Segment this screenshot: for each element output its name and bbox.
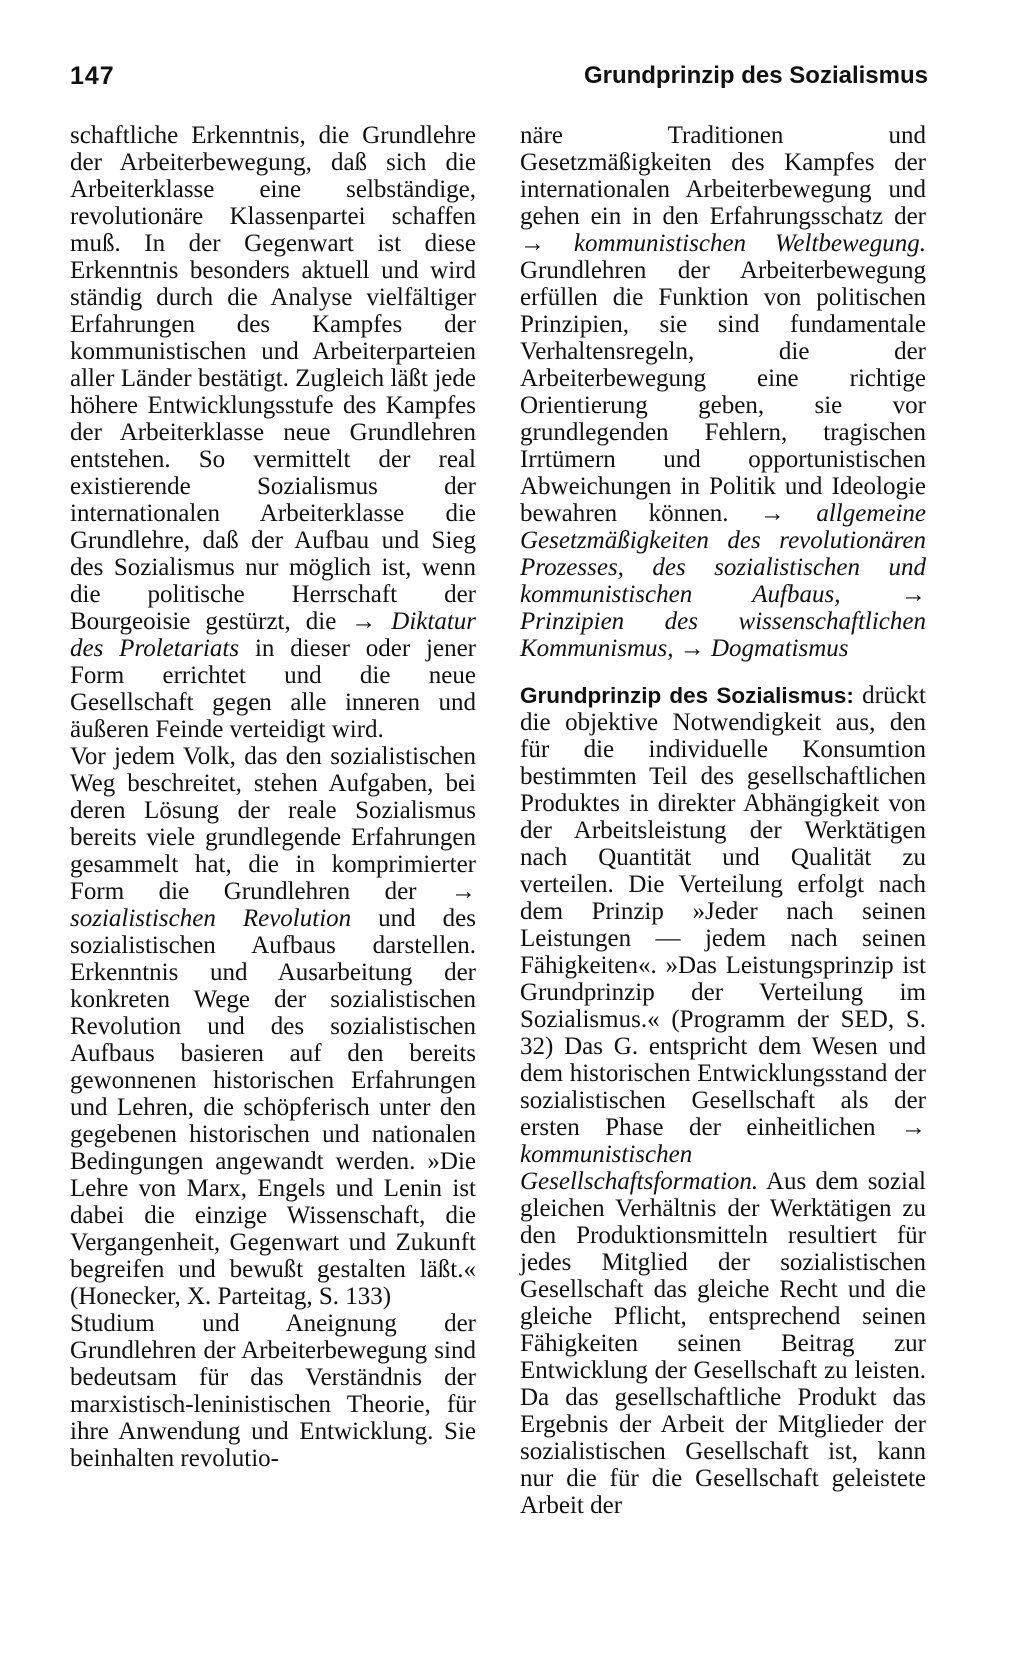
paragraph (70, 122, 476, 743)
cross-reference-arrow-icon: → (901, 581, 926, 608)
cross-reference: Prinzipien des wissenschaftlichen Kommunismus, (520, 608, 926, 662)
body-text: Studium und Aneignung der Grundlehren der Arbeiterbewegung sind bedeutsam für das Verständnis der marxistisch-leninistischen Theorie, für ihre Anwendung und Entwicklung. Sie beinhalten revolutio- (70, 1310, 476, 1472)
dictionary-entry (520, 682, 926, 1519)
entry-headword: Grundprinzip des Sozialismus: (520, 683, 854, 708)
body-text: Vor jedem Volk, das den sozialistischen Weg beschreitet, stehen Aufgaben, bei deren Lösung der reale Sozialismus bereits viele grundlegende Erfahrungen gesammelt hat, die in komprimierter Form die Grundlehren der (70, 743, 476, 905)
cross-reference-arrow-icon: → (351, 608, 377, 635)
paragraph (70, 743, 476, 1310)
cross-reference-arrow-icon: → (759, 500, 785, 527)
paragraph (520, 122, 926, 662)
cross-reference: sozialistischen Revolution (70, 905, 352, 932)
left-column (70, 122, 476, 1472)
paragraph (70, 1310, 476, 1472)
cross-reference-arrow-icon: → (901, 1114, 926, 1141)
cross-reference: Diktatur des Proletariats (70, 608, 477, 662)
cross-reference: allgemeine Gesetzmäßigkeiten des revolutionären Prozesses, des sozialistischen und kommunistischen Aufbaus, (520, 500, 927, 608)
cross-reference: kommunistischen Gesellschaftsformation. (520, 1141, 759, 1195)
cross-reference: kommunistischen Weltbewegung. (573, 230, 927, 257)
running-head: Grundprinzip des Sozialismus (583, 62, 928, 89)
cross-reference-arrow-icon: → (451, 878, 477, 905)
body-text: näre Traditionen und Gesetzmäßigkeiten des Kampfes der internationalen Arbeiterbewegung und gehen ein in den Erfahrungsschatz der (520, 122, 926, 230)
body-text: in dieser oder jener Form errichtet und die neue Gesellschaft gegen alle inneren und äußeren Feinde verteidigt wird. (70, 635, 476, 743)
body-text: Aus dem sozial gleichen Verhältnis der Werktätigen zu den Produktionsmitteln resultiert für jedes Mitglied der sozialistischen Gesellschaft das gleiche Recht und die gleiche Pflicht, entsprechend seinen Fähigkeiten seinen Beitrag zur Entwicklung der Gesellschaft zu leisten. Da das gesellschaftliche Produkt das Ergebnis der Arbeit der Mitglieder der sozialistischen Gesellschaft ist, kann nur die für die Gesellschaft geleistete Arbeit der (520, 1168, 927, 1519)
right-column (520, 122, 926, 1519)
body-text: Grundlehren der Arbeiterbewegung erfüllen die Funktion von politischen Prinzipien, sie sind fundamentale Verhaltensregeln, die der Arbeiterbewegung eine richtige Orientierung geben, sie vor grundlegenden Fehlern, tragischen Irrtümern und opportunistischen Abweichungen in Politik und Ideologie bewahren können. (520, 257, 926, 527)
cross-reference-arrow-icon: → (679, 635, 705, 662)
cross-reference: Dogmatismus (711, 635, 849, 662)
page-number: 147 (70, 62, 115, 90)
body-text: und des sozialistischen Aufbaus darstellen. Erkenntnis und Ausarbeitung der konkreten Wege der sozialistischen Revolution und des sozialistischen Aufbaus basieren auf den bereits gewonnenen historischen Erfahrungen und Lehren, die schöpferisch unter den gegebenen historischen und nationalen Bedingungen angewandt werden. »Die Lehre von Marx, Engels und Lenin ist dabei die einzige Wissenschaft, die Vergangenheit, Gegenwart und Zukunft begreifen und bewußt gestalten läßt.« (Honecker, X. Parteitag, S. 133) (70, 905, 477, 1310)
cross-reference-arrow-icon: → (520, 230, 545, 257)
body-text: schaftliche Erkenntnis, die Grundlehre der Arbeiterbewegung, daß sich die Arbeiterklasse eine selbständige, revolutionäre Klassenpartei schaffen muß. In der Gegenwart ist diese Erkenntnis besonders aktuell und wird ständig durch die Analyse vielfältiger Erfahrungen des Kampfes der kommunistischen und Arbeiterparteien aller Länder bestätigt. Zugleich läßt jede höhere Entwicklungsstufe des Kampfes der Arbeiterklasse neue Grundlehren entstehen. So vermittelt der real existierende Sozialismus der internationalen Arbeiterklasse die Grundlehre, daß der Aufbau und Sieg des Sozialismus nur möglich ist, wenn die politische Herrschaft der Bourgeoisie gestürzt, die (70, 122, 476, 635)
body-text: drückt die objektive Notwendigkeit aus, den für die individuelle Konsumtion bestimmten Teil des gesellschaftlichen Produktes in direkter Abhängigkeit von der Arbeitsleistung der Werktätigen nach Quantität und Qualität zu verteilen. Die Verteilung erfolgt nach dem Prinzip »Jeder nach seinen Leistungen — jedem nach seinen Fähigkeiten«. »Das Leistungsprinzip ist Grundprinzip der Verteilung im Sozialismus.« (Programm der SED, S. 32) Das G. entspricht dem Wesen und dem historischen Entwicklungsstand der sozialistischen Gesellschaft als der ersten Phase der einheitlichen (520, 682, 927, 1141)
